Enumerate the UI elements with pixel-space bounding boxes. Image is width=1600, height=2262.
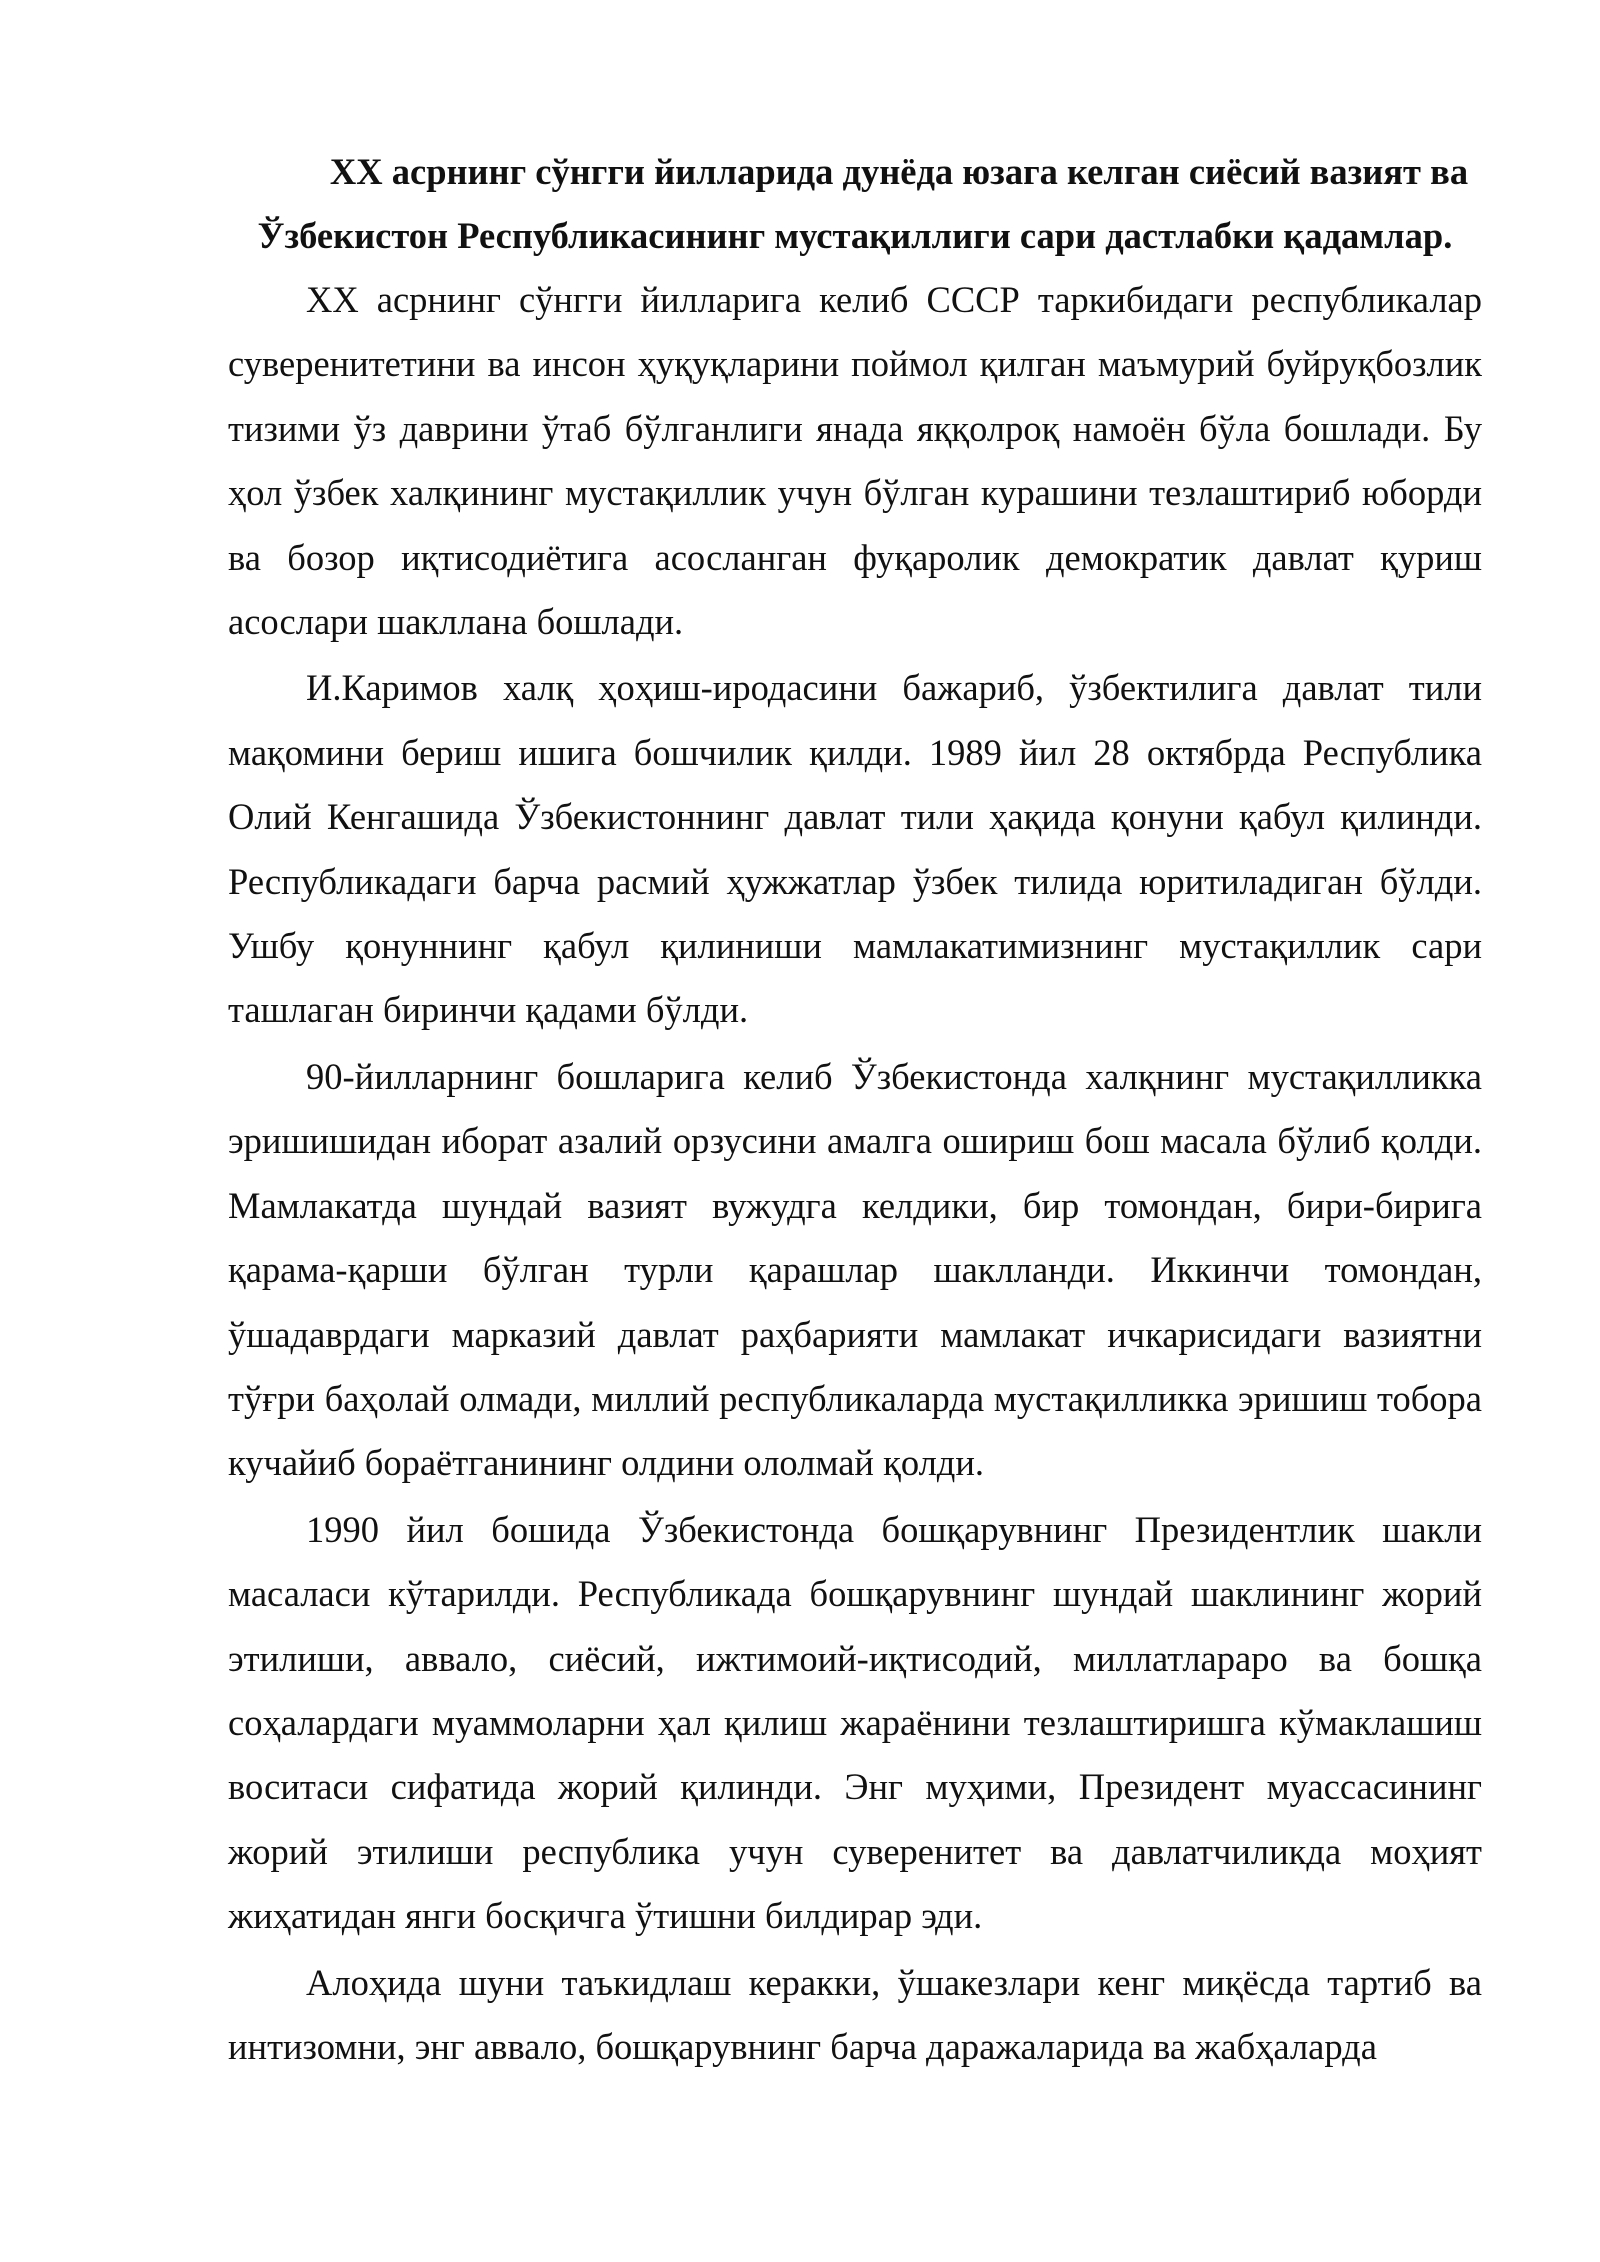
paragraph-4: 1990 йил бошида Ўзбекистонда бошқарувнинг Президентлик шакли масаласи кўтарилди. Республикада бошқарувнинг шундай шаклининг жорий этилиши, аввало, сиёсий, ижтимоий-иқтисодий, миллатлараро ва бошқа соҳалардаги муаммоларни ҳал қилиш жараёнини тезлаштиришга кўмаклашиш воситаси сифатида жорий қилинди. Энг муҳими, Президент муассасининг жорий этилиши республика учун суверенитет ва давлатчиликда моҳият жиҳатидан янги босқичга ўтишни билдирар эди. (228, 1508, 1482, 1937)
title-line-1: XX асрнинг сўнгги йилларида дунёда юзага келган сиёсий вазият ва (329, 151, 1469, 192)
paragraph-5: Алоҳида шуни таъкидлаш керакки, ўшакезлари кенг миқёсда тартиб ва интизомни, энг аввало, бошқарувнинг барча даражаларида ва жабҳаларда (228, 1961, 1482, 2067)
paragraph-2: И.Каримов халқ ҳоҳиш-иродасини бажариб, ўзбектилига давлат тили мақомини бериш ишига бошчилик қилди. 1989 йил 28 октябрда Республика Олий Кенгашида Ўзбекистоннинг давлат тили ҳақида қонуни қабул қилинди. Республикадаги барча расмий ҳужжатлар ўзбек тилида юритиладиган бўлди. Ушбу қонуннинг қабул қилиниши мамлакатимизнинг мустақиллик сари ташлаган биринчи қадами бўлди. (228, 667, 1482, 1031)
paragraph-1: XX асрнинг сўнгги йилларига келиб СССР таркибидаги республикалар суверенитетини ва инсон ҳуқуқларини поймол қилган маъмурий буйруқбозлик тизими ўз даврини ўтаб бўлганлиги янада яққолроқ намоён бўла бошлади. Бу ҳол ўзбек халқининг мустақиллик учун бўлган курашини тезлаштириб юборди ва бозор иқтисодиётига асосланган фуқаролик демократик давлат қуриш асослари шакллана бошлади. (228, 279, 1482, 643)
paragraph-3: 90-йилларнинг бошларига келиб Ўзбекистонда халқнинг мустақилликка эришишидан иборат азалий орзусини амалга ошириш бош масала бўлиб қолди. Мамлакатда шундай вазият вужудга келдики, бир томондан, бири-бирига қарама-қарши бўлган турли қарашлар шаклланди. Иккинчи томондан, ўшадаврдаги марказий давлат раҳбарияти мамлакат ичкарисидаги вазиятни тўғри баҳолай олмади, миллий республикаларда мустақилликка эришиш тобора кучайиб бораётганининг олдини ололмай қолди. (228, 1055, 1482, 1484)
document-title (228, 140, 1482, 268)
title-line-2: Ўзбекистон Республикасининг мустақиллиги сари дастлабки қадамлар. (257, 215, 1453, 256)
document-body (228, 140, 1482, 2079)
